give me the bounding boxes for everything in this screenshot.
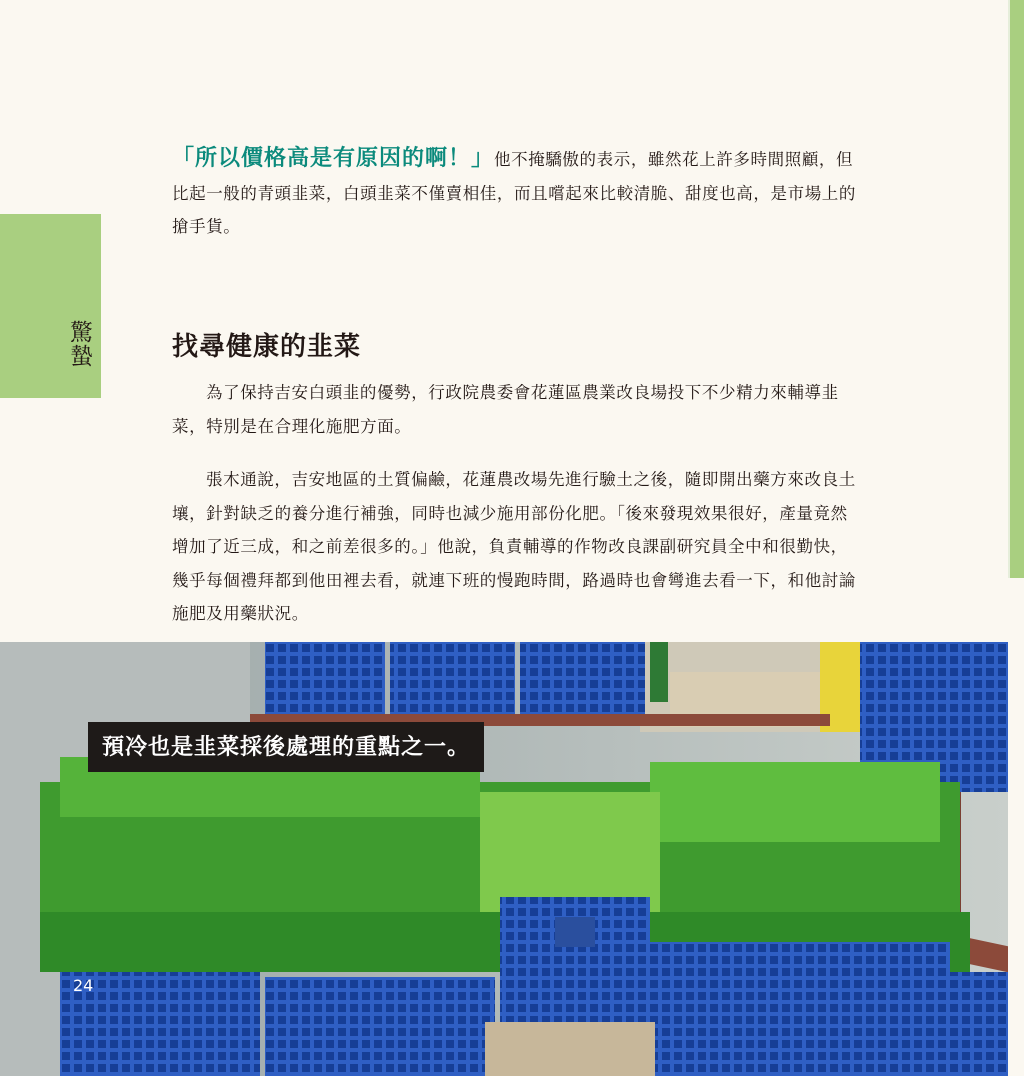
body-paragraph-1 bbox=[172, 376, 862, 443]
body-paragraph-1-text: 為了保持吉安白頭韭的優勢，行政院農委會花蓮區農業改良場投下不少精力來輔導韭菜，特別是在合理化施肥方面。 bbox=[172, 383, 839, 436]
intro-text: 他不掩驕傲的表示，雖然花上許多時間照顧，但比起一般的青頭韭菜，白頭韭菜不僅賣相佳，而且嚐起來比較清脆、甜度也高，是市場上的搶手貨。 bbox=[172, 150, 856, 236]
section-title: 找尋健康的韭菜 bbox=[172, 332, 362, 362]
intro-quote: 「所以價格高是有原因的啊！」 bbox=[172, 145, 495, 171]
chapter-tab bbox=[0, 214, 101, 398]
cold-storage-illustration bbox=[0, 642, 1008, 1076]
page-edge-divider bbox=[1008, 0, 1010, 578]
intro-paragraph bbox=[172, 142, 862, 244]
page-number: 24 bbox=[73, 976, 94, 995]
chapter-tab-label: 驚蟄 bbox=[66, 320, 92, 368]
photo-caption: 預冷也是韭菜採後處理的重點之一。 bbox=[88, 722, 484, 772]
page-edge-strip bbox=[1010, 0, 1024, 578]
cold-storage-photo bbox=[0, 642, 1008, 1076]
body-paragraph-2 bbox=[172, 463, 862, 631]
body-paragraph-2-text: 張木通說，吉安地區的土質偏鹼，花蓮農改場先進行驗土之後，隨即開出藥方來改良土壤，針對缺乏的養分進行補強，同時也減少施用部份化肥。「後來發現效果很好，產量竟然增加了近三成，和之前差很多的。」他說，負責輔導的作物改良課副研究員全中和很勤快，幾乎每個禮拜都到他田裡去看，就連下班的慢跑時間，路過時也會彎進去看一下，和他討論施肥及用藥狀況。 bbox=[172, 470, 856, 623]
